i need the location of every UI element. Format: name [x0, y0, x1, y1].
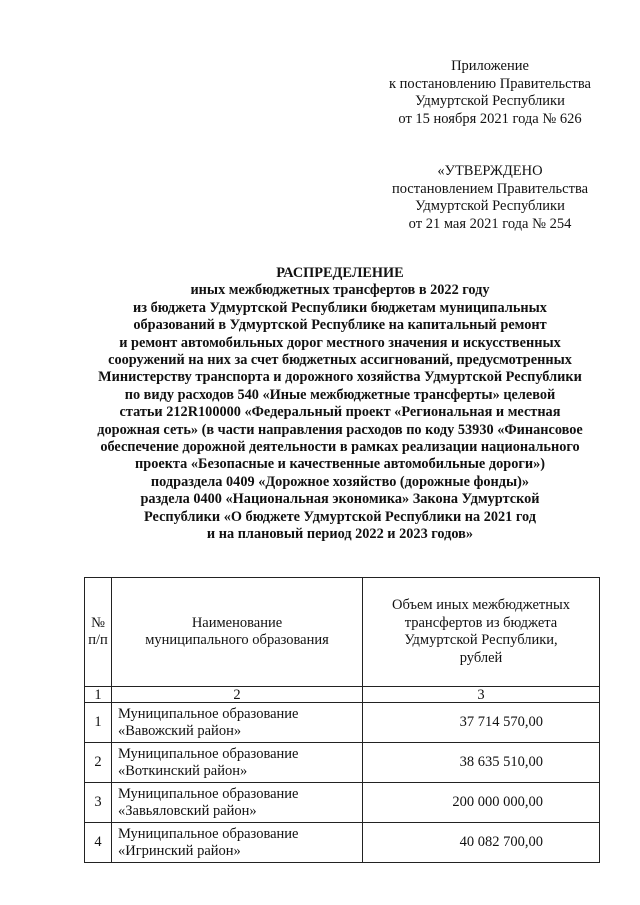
heading-line: дорожная сеть» (в части направления расходов по коду 53930 «Финансовое — [97, 421, 583, 438]
row-name-line: Муниципальное образование — [118, 746, 299, 762]
appendix-block — [360, 58, 620, 128]
row-name-line: «Воткинский район» — [118, 762, 248, 779]
heading-line: раздела 0400 «Национальная экономика» Закона Удмуртской — [140, 491, 540, 508]
heading-line: по виду расходов 540 «Иные межбюджетные трансферты» целевой — [124, 386, 556, 403]
row-name — [112, 703, 363, 743]
heading-line: сооружений на них за счет бюджетных ассигнований, предусмотренных — [108, 352, 572, 369]
table-row — [85, 703, 600, 743]
row-name-line: Муниципальное образование — [118, 826, 299, 842]
row-amount: 40 082 700,00 — [363, 823, 600, 863]
table-header-row — [85, 578, 600, 687]
header-text: п/п — [88, 632, 108, 648]
approved-block — [360, 163, 620, 233]
header-text: рублей — [459, 649, 503, 666]
row-num: 1 — [85, 703, 112, 743]
row-name-line: «Вавожский район» — [118, 722, 242, 739]
table-row — [85, 783, 600, 823]
header-text: Объем иных межбюджетных — [391, 597, 570, 613]
table-row — [85, 743, 600, 783]
approved-line: Удмуртской Республики — [415, 198, 565, 214]
column-numbers-row — [85, 687, 600, 703]
heading-line: проекта «Безопасные и качественные автомобильные дороги») — [135, 456, 545, 473]
distribution-table — [84, 577, 600, 863]
header-text: Удмуртской Республики, — [404, 632, 558, 648]
heading-line: образований в Удмуртской Республике на капитальный ремонт — [133, 317, 547, 334]
row-name-line: Муниципальное образование — [118, 706, 299, 722]
heading-line: Министерству транспорта и дорожного хозяйства Удмуртской Республики — [98, 369, 582, 386]
appendix-line: к постановлению Правительства — [389, 75, 591, 92]
header-num — [85, 578, 112, 687]
header-text: № — [91, 614, 105, 631]
header-text: трансфертов из бюджета — [404, 614, 558, 631]
column-number: 2 — [112, 687, 363, 703]
header-amount — [363, 578, 600, 687]
row-name — [112, 743, 363, 783]
row-num: 4 — [85, 823, 112, 863]
approved-line: постановлением Правительства — [391, 180, 589, 197]
heading-line: из бюджета Удмуртской Республики бюджетам муниципальных — [133, 299, 547, 316]
row-amount: 38 635 510,00 — [363, 743, 600, 783]
heading-line: и ремонт автомобильных дорог местного значения и искусственных — [119, 334, 561, 351]
heading-line: статьи 212R100000 «Федеральный проект «Региональная и местная — [119, 404, 561, 421]
row-amount: 37 714 570,00 — [363, 703, 600, 743]
row-name-line: Муниципальное образование — [118, 786, 299, 802]
heading-line: подраздела 0409 «Дорожное хозяйство (дорожные фонды)» — [150, 473, 530, 490]
header-text: муниципального образования — [145, 632, 329, 648]
approved-line: от 21 мая 2021 года № 254 — [408, 215, 572, 232]
appendix-line: Удмуртской Республики — [415, 93, 565, 109]
column-number: 1 — [85, 687, 112, 703]
document-heading — [60, 265, 620, 544]
column-number: 3 — [363, 687, 600, 703]
row-name — [112, 823, 363, 863]
heading-line: и на плановый период 2022 и 2023 годов» — [206, 526, 474, 543]
appendix-line: от 15 ноября 2021 года № 626 — [398, 110, 582, 127]
row-name-line: «Завьяловский район» — [118, 802, 257, 819]
row-name-line: «Игринский район» — [118, 842, 241, 859]
heading-line: обеспечение дорожной деятельности в рамках реализации национального — [100, 439, 580, 456]
row-num: 2 — [85, 743, 112, 783]
appendix-line: Приложение — [451, 58, 529, 74]
header-text: Наименование — [191, 614, 283, 631]
row-amount: 200 000 000,00 — [363, 783, 600, 823]
approved-line: «УТВЕРЖДЕНО — [437, 163, 543, 179]
row-num: 3 — [85, 783, 112, 823]
heading-line: РАСПРЕДЕЛЕНИЕ — [276, 265, 404, 281]
heading-line: Республики «О бюджете Удмуртской Республики на 2021 год — [144, 508, 536, 525]
table-row — [85, 823, 600, 863]
heading-line: иных межбюджетных трансфертов в 2022 году — [190, 282, 490, 299]
row-name — [112, 783, 363, 823]
header-name — [112, 578, 363, 687]
